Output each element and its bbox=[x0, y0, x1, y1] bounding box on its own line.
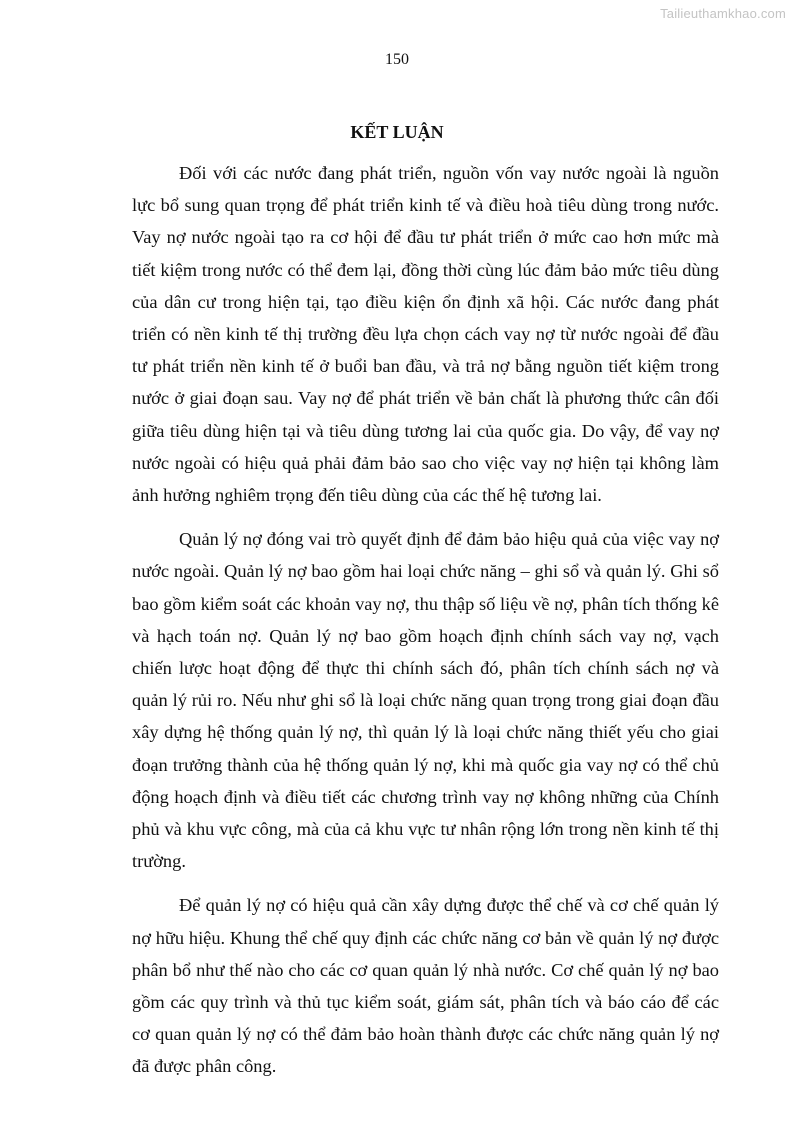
page-number: 150 bbox=[385, 51, 409, 68]
paragraph-2: Quản lý nợ đóng vai trò quyết định để đảm bảo hiệu quả của việc vay nợ nước ngoài. Quản lý nợ bao gồm hai loại chức năng – ghi sổ và quản lý. Ghi sổ bao gồm kiểm soát các khoản vay nợ, thu thập số liệu về nợ, phân tích thống kê và hạch toán nợ. Quản lý nợ bao gồm hoạch định chính sách vay nợ, vạch chiến lược hoạt động để thực thi chính sách đó, phân tích chính sách nợ và quản lý rủi ro. Nếu như ghi sổ là loại chức năng quan trọng trong giai đoạn đầu xây dựng hệ thống quản lý nợ, thì quản lý là loại chức năng thiết yếu cho giai đoạn trưởng thành của hệ thống quản lý nợ, khi mà quốc gia vay nợ có thể chủ động hoạch định và điều tiết các chương trình vay nợ không những của Chính phủ và khu vực công, mà của cả khu vực tư nhân rộng lớn trong nền kinh tế thị trường. bbox=[132, 529, 719, 872]
paragraph-1: Đối với các nước đang phát triển, nguồn vốn vay nước ngoài là nguồn lực bổ sung quan trọng để phát triển kinh tế và điều hoà tiêu dùng trong nước. Vay nợ nước ngoài tạo ra cơ hội để đầu tư phát triển ở mức cao hơn mức mà tiết kiệm trong nước có thể đem lại, đồng thời cùng lúc đảm bảo mức tiêu dùng của dân cư trong hiện tại, tạo điều kiện ổn định xã hội. Các nước đang phát triển có nền kinh tế thị trường đều lựa chọn cách vay nợ từ nước ngoài để đầu tư phát triển nền kinh tế ở buổi ban đầu, và trả nợ bằng nguồn tiết kiệm trong nước ở giai đoạn sau. Vay nợ để phát triển về bản chất là phương thức cân đối giữa tiêu dùng hiện tại và tiêu dùng tương lai của quốc gia. Do vậy, để vay nợ nước ngoài có hiệu quả phải đảm bảo sao cho việc vay nợ hiện tại không làm ảnh hưởng nghiêm trọng đến tiêu dùng của các thế hệ tương lai. bbox=[132, 163, 719, 506]
paragraph-3: Để quản lý nợ có hiệu quả cần xây dựng được thể chế và cơ chế quản lý nợ hữu hiệu. Khung thể chế quy định các chức năng cơ bản về quản lý nợ được phân bổ như thế nào cho các cơ quan quản lý nhà nước. Cơ chế quản lý nợ bao gồm các quy trình và thủ tục kiểm soát, giám sát, phân tích và báo cáo để các cơ quan quản lý nợ có thể đảm bảo hoàn thành được các chức năng quản lý nợ đã được phân công. bbox=[132, 895, 719, 1077]
document-body bbox=[132, 157, 719, 1095]
page-title: KẾT LUẬN bbox=[350, 122, 444, 142]
watermark-text: Tailieuthamkhao.com bbox=[660, 6, 786, 21]
